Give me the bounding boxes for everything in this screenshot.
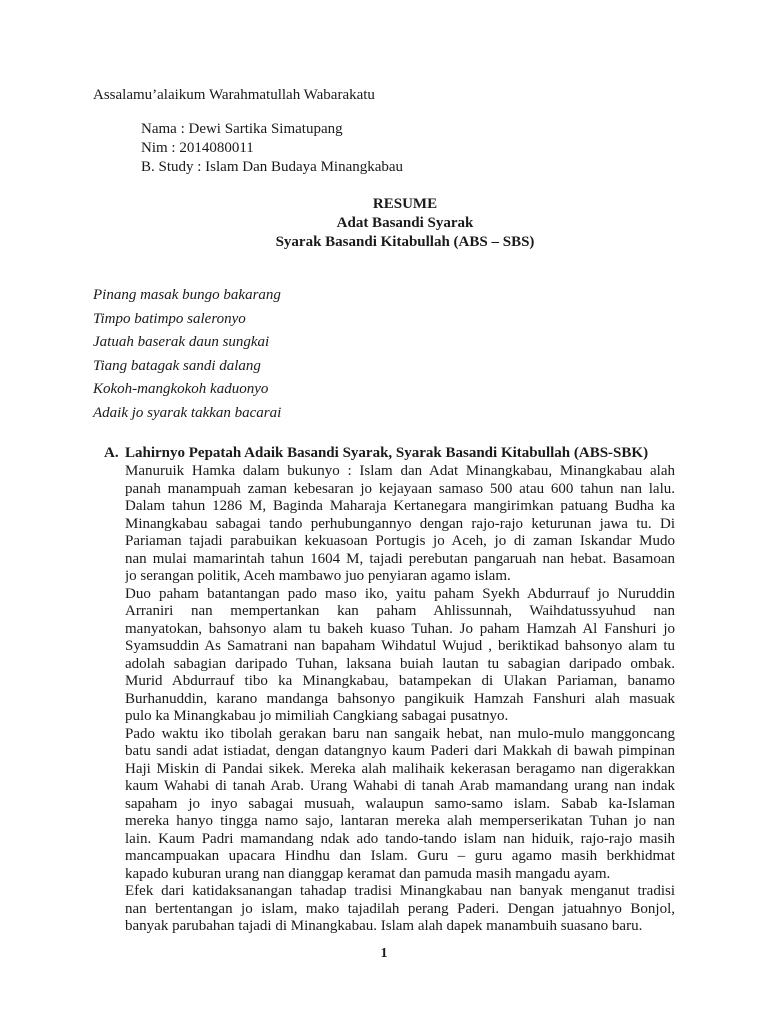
paragraph-line: Minangkabau sabagai tando perhubungannyo dengan rajo-rajo keturunan jawa tu. Di — [125, 515, 675, 532]
paragraph-line: lain. Kaum Padri mamandang ndak ado tando-tando islam nan hiduik, rajo-rajo masih — [125, 830, 675, 847]
poem-line: Timpo batimpo saleronyo — [93, 310, 246, 327]
study-field: B. Study : Islam Dan Budaya Minangkabau — [141, 159, 404, 175]
paragraph-line: mancampuakan upacara Hindhu dan Islam. Guru – guru agamo masih berkhidmat — [125, 848, 675, 864]
identity-block — [141, 120, 403, 177]
paragraph — [125, 726, 675, 884]
paragraph-line: kapado kuburan urang nan dianggap keramat dan pamuda masih mangadu ayam. — [125, 865, 611, 882]
paragraph-line: Burhanuddin, karano mandanga bahsonyo pangikuik Hamzah Fanshuri alah masuak — [125, 690, 675, 707]
title-line-2: Adat Basandi Syarak — [336, 215, 474, 231]
poem-line: Tiang batagak sandi dalang — [93, 357, 261, 374]
paragraph-line: kaum Wahabi di tanah Arab. Urang Wahabi di tanah Arab mamandang urang nan indak — [125, 778, 675, 794]
paragraph-line: pulo ka Minangkabau jo mimiliah Cangkiang sabagai pusatnyo. — [125, 708, 509, 724]
title-block — [0, 195, 768, 252]
paragraph-line: Pado waktu iko tibolah gerakan baru nan sangaik hebat, nan mulo-mulo manggoncang — [125, 725, 675, 742]
greeting: Assalamu’alaikum Warahmatullah Wabarakatu — [93, 87, 375, 103]
paragraph-line: adolah sabagian daripado Tuhan, laksana buiah lautan tu sabagian daripado ombak. — [125, 655, 675, 672]
paragraph-line: Duo paham batantangan pado maso iko, yaitu paham Syekh Abdurrauf jo Nuruddin — [125, 585, 675, 602]
paragraph-line: manyatokan, bahsonyo alam tu bakeh kuaso Tuhan. Jo paham Hamzah Al Fanshuri jo — [125, 620, 675, 637]
paragraph-line: banyak parubahan tajadi di Minangkabau. Islam alah dapek manambuih suasano baru. — [125, 918, 643, 934]
paragraph-line: Haji Miskin di Pandai sikek. Mereka alah malihaik kekerasan beragamo nan digerakkan — [125, 760, 675, 777]
paragraph-line: nan bertentangan jo islam, mako tajadilah perang Paderi. Dengan jatuahnyo Bonjol, — [125, 900, 675, 917]
paragraph-line: Arraniri nan mempertankan kan paham Ahlissunnah, Waihdatussyuhud nan — [125, 603, 675, 619]
paragraph-line: Efek dari katidaksanangan tahadap tradisi Minangkabau nan banyak menganut tradisi — [125, 883, 675, 899]
page-number: 1 — [380, 946, 388, 961]
poem-line: Kokoh-mangkokoh kaduonyo — [93, 381, 269, 397]
paragraph-line: sapaham jo inyo sabagai musuah, walaupun samo-samo islam. Sabab ka-Islaman — [125, 795, 675, 812]
paragraph-line: Dalam tahun 1286 M, Baginda Maharaja Kertanegara mangirimkan patuang Budha ka — [125, 498, 675, 514]
title-line-3: Syarak Basandi Kitabullah (ABS – SBS) — [275, 234, 535, 250]
paragraph-line: Pariaman tajadi parabuikan kekuasoan Portugis jo Aceh, jo di zaman Iskandar Mudo — [125, 533, 675, 549]
poem — [93, 284, 281, 425]
paragraph-line: panah manampuah zaman kebesaran jo kejayaan samaso 500 atau 600 tahun nan lalu. — [125, 480, 675, 497]
paragraph-line: Manuruik Hamka dalam bukunyo : Islam dan Adat Minangkabau, Minangkabau alah — [125, 463, 675, 479]
paragraph-line: Murid Abdurrauf tibo ka Minangkabau, batampekan di Ulakan Pariaman, banamo — [125, 673, 675, 689]
section-heading — [104, 444, 675, 463]
paragraph — [125, 883, 675, 936]
poem-line: Pinang masak bungo bakarang — [93, 287, 281, 303]
section-body — [125, 463, 675, 936]
paragraph-line: jo serangan politik, Aceh mambawo juo penyiaran agamo islam. — [125, 568, 511, 584]
paragraph — [125, 586, 675, 726]
paragraph-line: batu sandi adat istiadat, dengan datangnyo kaum Paderi dari Makkah di bawah pimpinan — [125, 743, 675, 759]
paragraph-line: mereka hanyo tingga namo sajo, lantaran mereka alah memperserikatan Tuhan jo nan — [125, 813, 675, 829]
student-nim: Nim : 2014080011 — [141, 140, 254, 156]
poem-line: Adaik jo syarak takkan bacarai — [93, 404, 282, 421]
paragraph — [125, 463, 675, 586]
paragraph-line: Syamsuddin As Samatrani nan bapaham Wihdatul Wujud , beriktikad bahsonyo alam tu — [125, 638, 675, 654]
resume-title: RESUME — [372, 196, 438, 212]
student-name: Nama : Dewi Sartika Simatupang — [141, 121, 343, 137]
poem-line: Jatuah baserak daun sungkai — [93, 334, 270, 350]
section-a — [104, 444, 675, 936]
paragraph-line: nan mulai mamarintah tahun 1604 M, tajadi perebutan pangaruah nan hebat. Basamoan — [125, 550, 675, 567]
section-heading-text: Lahirnyo Pepatah Adaik Basandi Syarak, Syarak Basandi Kitabullah (ABS-SBK) — [125, 445, 649, 461]
section-marker: A. — [104, 445, 119, 461]
